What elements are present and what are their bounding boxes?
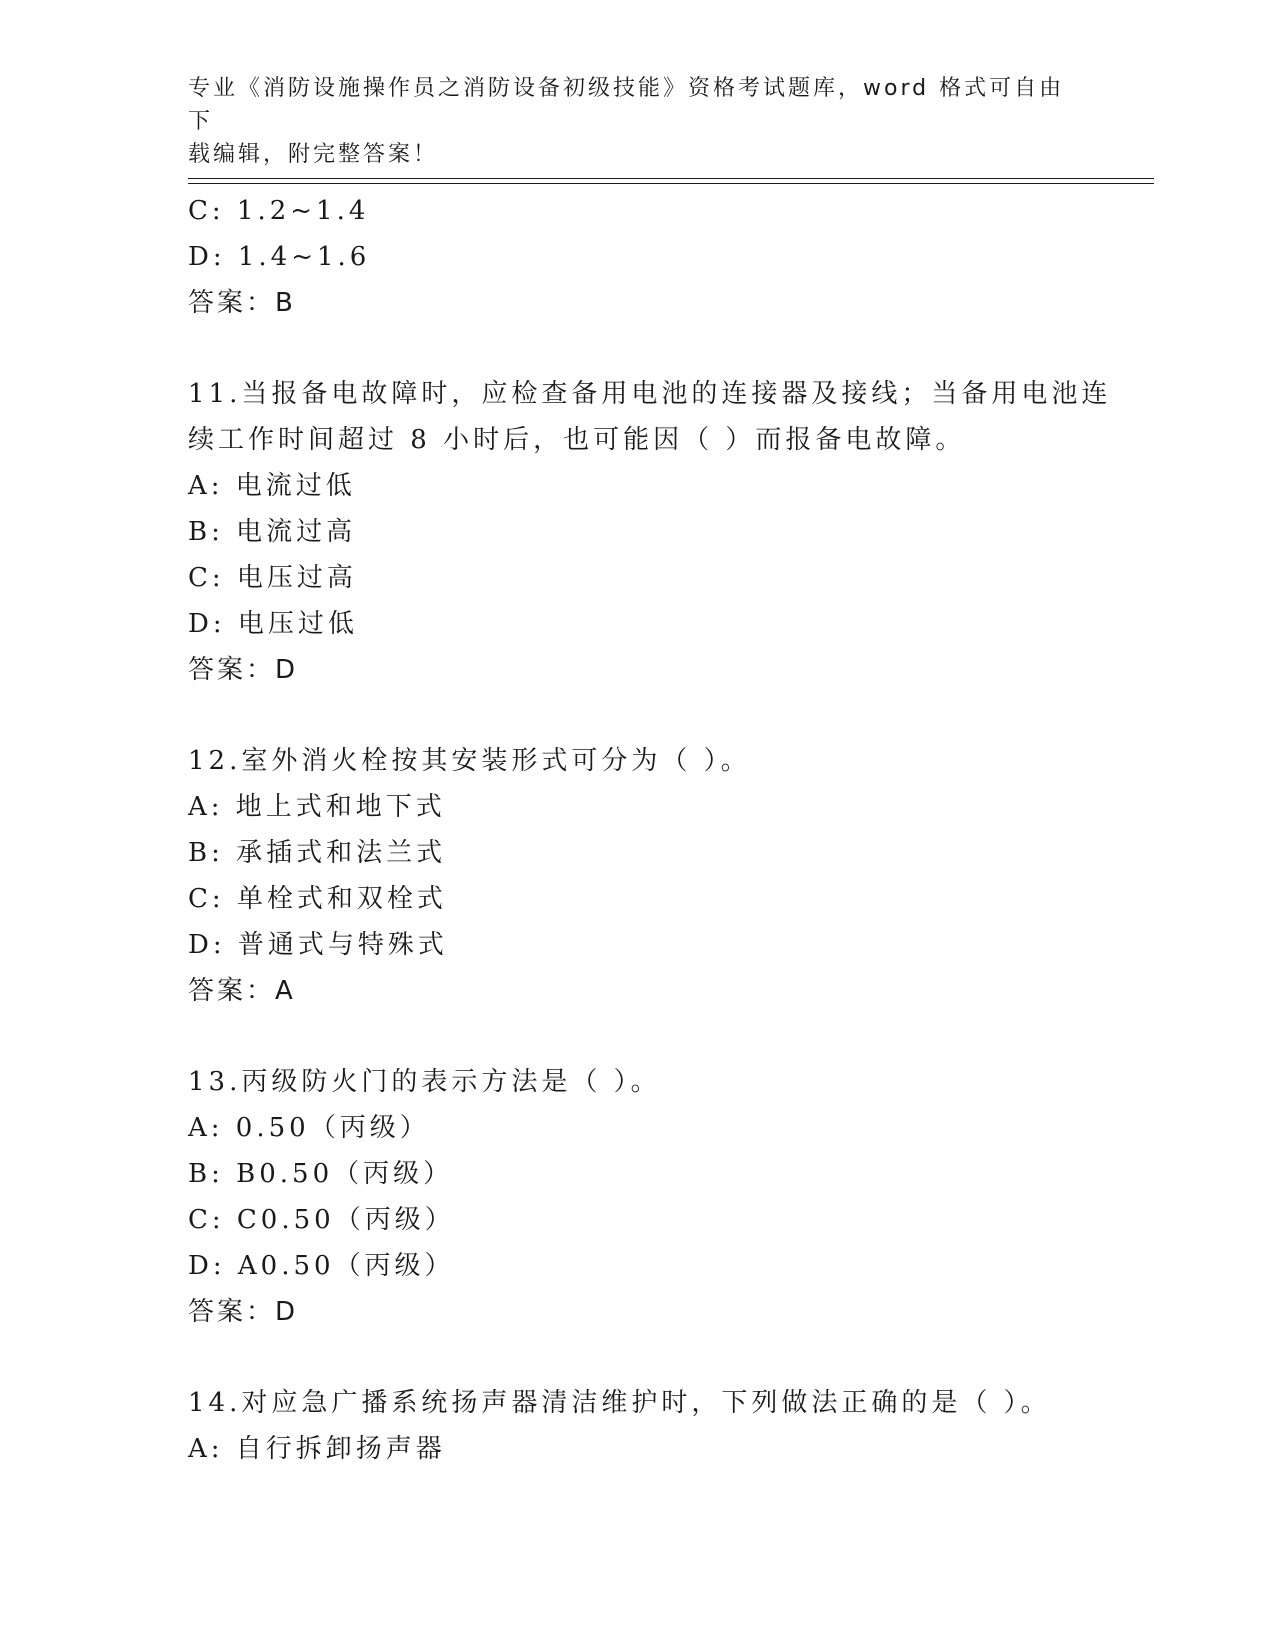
option-a: A: 自行拆卸扬声器 <box>188 1434 446 1464</box>
option-d: D: 1.4~1.6 <box>188 242 371 272</box>
option-a: A: 地上式和地下式 <box>188 792 446 822</box>
option-d: D: 普通式与特殊式 <box>188 930 448 960</box>
question-list <box>188 188 1118 1472</box>
question-13 <box>188 1059 1118 1335</box>
option-b: B: B0.50（丙级） <box>188 1159 454 1189</box>
question-14 <box>188 1380 1118 1472</box>
option-c: C: 1.2~1.4 <box>188 196 370 226</box>
header-rule-bottom <box>188 183 1154 184</box>
option-b: B: 承插式和法兰式 <box>188 838 447 868</box>
option-b: B: 电流过高 <box>188 517 357 547</box>
option-d: D: 电压过低 <box>188 609 358 639</box>
header-rule-top <box>188 178 1154 179</box>
question-stem-line: 11.当报备电故障时，应检查备用电池的连接器及接线；当备用电池连 <box>188 379 1112 409</box>
document-header <box>188 72 1068 171</box>
option-d: D: A0.50（丙级） <box>188 1251 455 1281</box>
answer-line: 答案：D <box>188 1297 299 1327</box>
option-c: C: C0.50（丙级） <box>188 1205 455 1235</box>
option-c: C: 单栓式和双栓式 <box>188 884 447 914</box>
question-stem-line: 12.室外消火栓按其安装形式可分为（ ）。 <box>188 746 751 776</box>
header-line-2: 载编辑，附完整答案！ <box>188 142 439 167</box>
option-a: A: 电流过低 <box>188 471 356 501</box>
option-a: A: 0.50（丙级） <box>188 1113 430 1143</box>
question-12 <box>188 738 1118 1014</box>
question-fragment <box>188 188 1118 326</box>
answer-line: 答案：D <box>188 655 299 685</box>
question-stem-line: 14.对应急广播系统扬声器清洁维护时，下列做法正确的是（ ）。 <box>188 1388 1051 1418</box>
answer-line: 答案：B <box>188 288 296 318</box>
header-line-1: 专业《消防设施操作员之消防设备初级技能》资格考试题库，word 格式可自由下 <box>188 76 1065 134</box>
question-stem-line: 13.丙级防火门的表示方法是（ ）。 <box>188 1067 661 1097</box>
question-stem-line: 续工作时间超过 8 小时后，也可能因（ ）而报备电故障。 <box>188 425 966 455</box>
option-c: C: 电压过高 <box>188 563 357 593</box>
answer-line: 答案：A <box>188 976 296 1006</box>
question-11 <box>188 371 1118 693</box>
